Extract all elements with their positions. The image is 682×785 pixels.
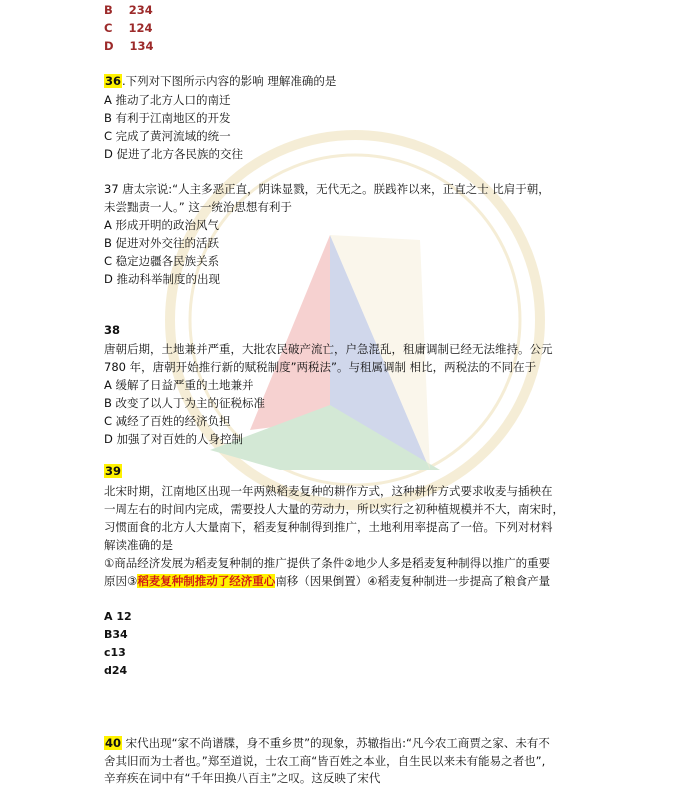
question-36-stem: 36.下列对下图所示内容的影响 理解准确的是 xyxy=(105,74,337,88)
option: D 促进了北方各民族的交往 xyxy=(104,147,244,161)
highlighted-phrase: 稻麦复种制推动了经济重心 xyxy=(137,574,276,588)
option: B 促进对外交往的活跃 xyxy=(104,236,220,250)
option: A 推动了北方人口的南迁 xyxy=(104,93,231,107)
option: B 有利于江南地区的开发 xyxy=(104,111,231,125)
question-number: 36 xyxy=(105,74,122,88)
question-40-stem: 辛弃疾在词中有“千年田换八百主”之叹。这反映了宋代 xyxy=(104,771,381,785)
question-39-stem: 一周左右的时间内完成，需要投人大量的劳动力，所以实行之初种植规模并不大，南宋时， xyxy=(104,502,564,516)
question-40-stem: 舍其旧而为士者也。”郑至道说，士农工商“皆百姓之本业，自生民以来未有能易之者也”, xyxy=(104,754,546,768)
option: C 稳定边疆各民族关系 xyxy=(104,254,220,268)
question-number: 38 xyxy=(104,323,121,337)
question-38-stem: 唐朝后期，土地兼并严重，大批农民破产流亡，户急混乱，租庸调制已经无法维持。公元 xyxy=(104,342,553,356)
option: C 完成了黄河流域的统一 xyxy=(104,129,231,143)
option: D 加强了对百姓的人身控制 xyxy=(104,432,244,446)
answer-option: A 12 xyxy=(104,610,132,623)
answer-option: B34 xyxy=(104,628,128,641)
option: A 缓解了日益严重的土地兼并 xyxy=(104,378,254,392)
question-37-stem: 未尝黜责一人。” 这一统治思想有利于 xyxy=(104,200,292,214)
option: C 减经了百姓的经济负担 xyxy=(104,414,231,428)
option: B 改变了以人丁为主的征税标准 xyxy=(104,396,266,410)
question-38-stem: 780 年，唐朝开始推行新的赋税制度”两税法”。与租属调制 相比，两税法的不同在于 xyxy=(104,360,537,374)
option-d: D 134 xyxy=(104,39,154,53)
answer-option: c13 xyxy=(104,646,126,659)
question-40-stem: 40 宋代出现“家不尚谱牒，身不重乡贯”的现象，苏辙指出:“凡今农工商贾之家、未有不 xyxy=(105,736,550,750)
question-39-stem: 北宋时期，江南地区出现一年两熟稻麦复种的耕作方式，这种耕作方式要求收麦与插秧在 xyxy=(104,484,553,498)
answer-option: d24 xyxy=(104,664,128,677)
option: A 形成开明的政治风气 xyxy=(104,218,220,232)
question-37-stem: 37 唐太宗说:“人主多恶正直，阴诛显戮，无代无之。朕践祚以来，正直之士 比肩于朝， xyxy=(104,182,550,196)
option-c: C 124 xyxy=(104,21,153,35)
question-39-stem: 原因③稻麦复种制推动了经济重心南移（因果倒置）④稻麦复种制进一步提高了粮食产量 xyxy=(104,574,551,588)
question-39-stem: 习惯面食的北方人大量南下，稻麦复种制得到推广，土地利用率提高了一倍。下列对材料 xyxy=(104,520,553,534)
question-number: 39 xyxy=(105,464,122,478)
option: D 推动科举制度的出现 xyxy=(104,272,221,286)
question-39-stem: 解读准确的是 xyxy=(104,538,173,552)
question-number: 40 xyxy=(105,736,122,750)
question-39-stem: ①商品经济发展为稻麦复种制的推广提供了条件②地少人多是稻麦复种制得以推广的重要 xyxy=(104,556,551,570)
option-b: B 234 xyxy=(104,3,153,17)
